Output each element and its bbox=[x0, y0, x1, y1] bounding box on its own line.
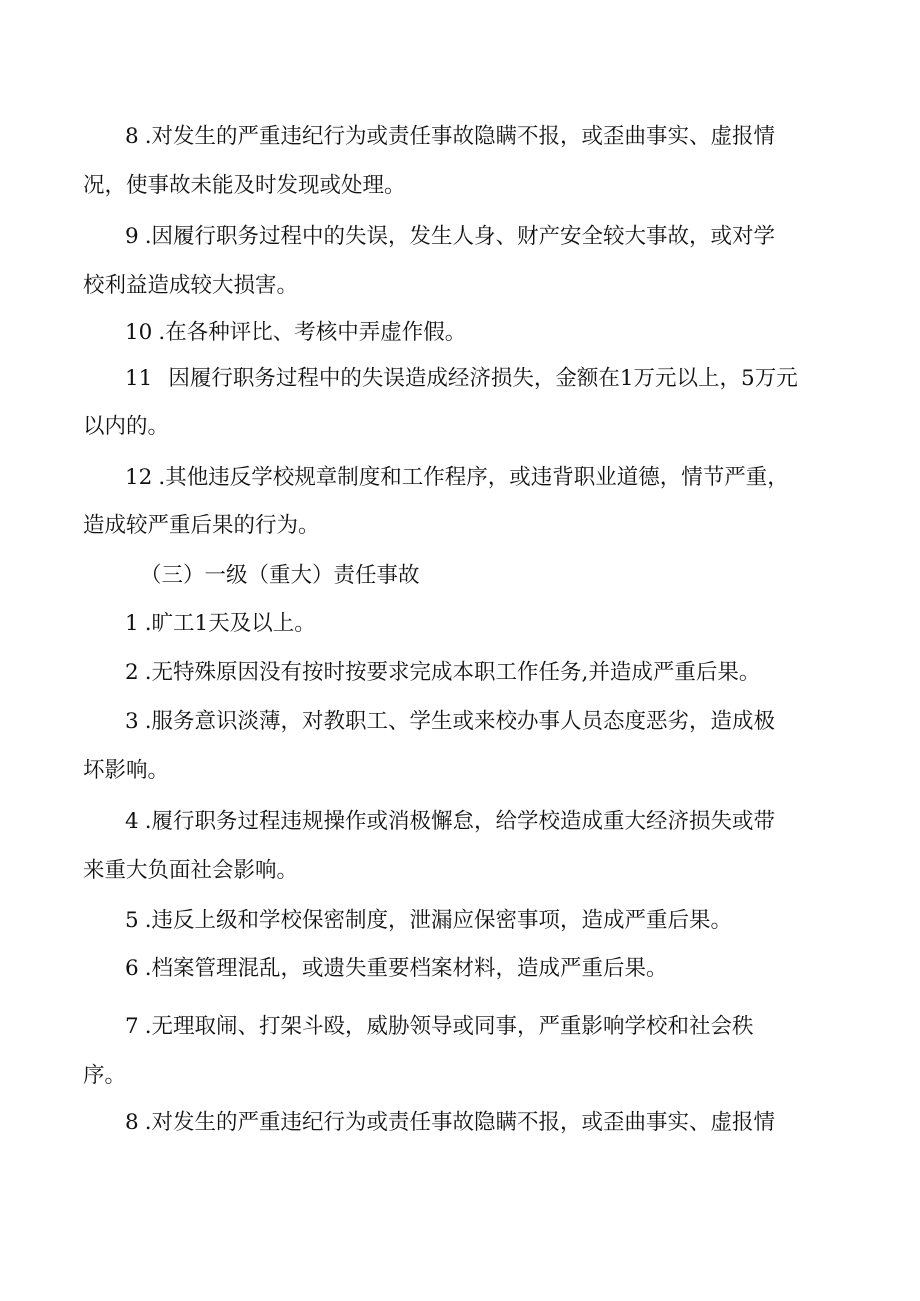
item-text: .因履行职务过程中的失误，发生人身、财产安全较大事故，或对学 bbox=[144, 224, 776, 249]
item-text: 校利益造成较大损害。 bbox=[83, 273, 299, 298]
item-text: 因履行职务过程中的失误造成经济损失，金额在1万元以上，5万元 bbox=[168, 366, 798, 391]
item-11-line-2 bbox=[83, 412, 920, 442]
item-text: .违反上级和学校保密制度，泄漏应保密事项，造成严重后果。 bbox=[144, 908, 733, 933]
item-1-line-1 bbox=[125, 609, 920, 639]
item-text: .无理取闹、打架斗殴，威胁领导或同事，严重影响学校和社会秩 bbox=[144, 1014, 754, 1039]
item-text: .履行职务过程违规操作或消极懈怠，给学校造成重大经济损失或带 bbox=[144, 809, 776, 834]
item-number: 2 bbox=[125, 660, 139, 685]
item-number: 5 bbox=[125, 908, 139, 933]
item-10-line-1 bbox=[125, 318, 920, 348]
item-text: .其他违反学校规章制度和工作程序，或违背职业道德，情节严重， bbox=[158, 465, 789, 490]
item-3-line-1 bbox=[125, 707, 920, 737]
section-heading-text: （三）一级（重大）责任事故 bbox=[140, 563, 420, 588]
item-text: 来重大负面社会影响。 bbox=[83, 858, 299, 883]
section-heading bbox=[140, 561, 920, 591]
item-number: 9 bbox=[125, 224, 139, 249]
item-text: 况，使事故未能及时发现或处理。 bbox=[83, 173, 406, 198]
item-3-line-2 bbox=[83, 756, 920, 786]
item-text: .旷工1天及以上。 bbox=[144, 611, 316, 636]
item-7-line-2 bbox=[83, 1061, 920, 1091]
item-9-line-1 bbox=[125, 222, 920, 252]
item-12-line-1 bbox=[125, 463, 920, 493]
item-5-line-1 bbox=[125, 906, 920, 936]
item-number: 11 bbox=[125, 366, 153, 391]
item-number: 4 bbox=[125, 809, 139, 834]
item-11-line-1 bbox=[125, 364, 920, 394]
item-4-line-2 bbox=[83, 856, 920, 886]
item-8-line-2 bbox=[83, 171, 920, 201]
item-text: .对发生的严重违纪行为或责任事故隐瞒不报，或歪曲事实、虚报情 bbox=[144, 1110, 776, 1135]
item-7-line-1 bbox=[125, 1012, 920, 1042]
item-8-line-1 bbox=[125, 122, 920, 152]
item-number: 3 bbox=[125, 709, 139, 734]
item-text: 以内的。 bbox=[83, 414, 170, 439]
item-number: 8 bbox=[125, 124, 139, 149]
item-number: 6 bbox=[125, 956, 139, 981]
item-text: .对发生的严重违纪行为或责任事故隐瞒不报，或歪曲事实、虚报情 bbox=[144, 124, 776, 149]
item-number: 7 bbox=[125, 1014, 139, 1039]
item-9-line-2 bbox=[83, 271, 920, 301]
item-text: .无特殊原因没有按时按要求完成本职工作任务,并造成严重后果。 bbox=[144, 660, 761, 685]
item-text: .服务意识淡薄，对教职工、学生或来校办事人员态度恶劣，造成极 bbox=[144, 709, 776, 734]
item-6-line-1 bbox=[125, 954, 920, 984]
item-text: .档案管理混乱，或遗失重要档案材料，造成严重后果。 bbox=[144, 956, 668, 981]
item-number: 12 bbox=[125, 465, 153, 490]
item-number: 1 bbox=[125, 611, 139, 636]
item-text: 造成较严重后果的行为。 bbox=[83, 513, 320, 538]
item-text: 坏影响。 bbox=[83, 758, 170, 783]
item-text: 序。 bbox=[83, 1063, 127, 1088]
item-12-line-2 bbox=[83, 511, 920, 541]
item-2-line-1 bbox=[125, 658, 920, 688]
item-4-line-1 bbox=[125, 807, 920, 837]
item-number: 10 bbox=[125, 320, 153, 345]
item-8b-line-1 bbox=[125, 1108, 920, 1138]
item-number: 8 bbox=[125, 1110, 139, 1135]
item-text: .在各种评比、考核中弄虚作假。 bbox=[158, 320, 467, 345]
